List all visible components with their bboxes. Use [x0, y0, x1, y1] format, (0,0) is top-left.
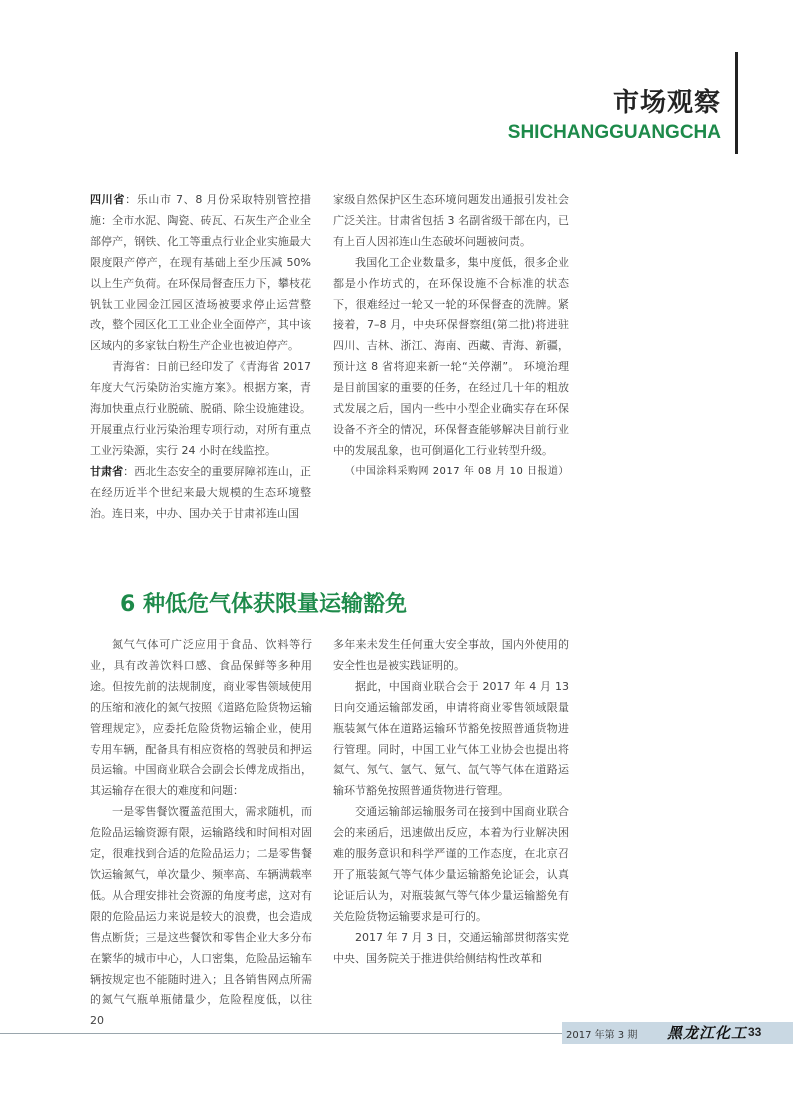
- paragraph: 家级自然保护区生态环境问题发出通报引发社会广泛关注。甘肃省包括 3 名副省级干部在内，已有上百人因祁连山生态破坏问题被问责。: [333, 193, 569, 248]
- paragraph-text: 青海省：日前已经印发了《青海省 2017 年度大气污染防治实施方案》。根据方案，青海加快重点行业脱硫、脱硝、除尘设施建设。开展重点行业污染治理专项行动，对所有重点工业污染源，实行 24 小时在线监控。: [90, 360, 311, 457]
- article-title: 6 种低危气体获限量运输豁免: [120, 592, 407, 617]
- paragraph: 我国化工企业数量多，集中度低，很多企业都是小作坊式的，在环保设施不合标准的状态下，很难经过一轮又一轮的环保督查的洗牌。紧接着，7–8 月，中央环保督察组(第二批)将进驻四川、吉林、浙江、海南、西藏、青海、新疆，预计这 8 省将迎来新一轮“关停潮”。 环境治理是目前国家的重要的任务，在经过几十年的粗放式发展之后，国内一些中小型企业确实存在环保设备不齐全的情况，环保督查能够解决目前行业中的发展乱象，也可倒逼化工行业转型升级。: [333, 255, 569, 457]
- paragraph: 一是零售餐饮覆盖范围大，需求随机，而危险品运输资源有限，运输路线和时间相对固定，很难找到合适的危险品运力；二是零售餐饮运输氮气，单次量少、频率高、车辆满载率低。从合理安排社会资源的角度考虑，这对有限的危险品运力来说是较大的浪费，也会造成售点断货；三是这些餐饮和零售企业大多分布在繁华的城市中心，人口密集，危险品运输车辆按规定也不能随时进入；且各销售网点所需的氮气气瓶单瓶储量少，危险程度低，以往 20: [90, 805, 312, 1028]
- magazine-logo: 黑龙江化工: [667, 1024, 748, 1042]
- paragraph: [90, 357, 311, 462]
- header-vertical-rule: [735, 52, 738, 154]
- paragraph: 2017 年 7 月 3 日，交通运输部贯彻落实党中央、国务院关于推进供给侧结构性改革和: [333, 930, 569, 965]
- province-label: 甘肃省: [90, 464, 124, 478]
- article2-column-left: [90, 635, 312, 1032]
- article2-column-right: [333, 635, 569, 970]
- province-label: 四川省: [90, 193, 126, 206]
- article1-column-left: [90, 190, 311, 525]
- paragraph: [90, 190, 311, 357]
- page-number: 33: [748, 1025, 762, 1039]
- paragraph: [90, 462, 311, 525]
- paragraph: 据此，中国商业联合会于 2017 年 4 月 13 日向交通运输部发函，申请将商业零售领域限量瓶装氮气体在道路运输环节豁免按照普通货物进行管理。同时，中国工业气体工业协会也提出将氦气、氖气、氩气、氪气、氙气等气体在道路运输环节豁免按照普通货物进行管理。: [333, 679, 569, 798]
- paragraph-text: ：西北生态安全的重要屏障祁连山，正在经历近半个世纪来最大规模的生态环境整治。连日来，中办、国办关于甘肃祁连山国: [90, 464, 312, 520]
- paragraph: 氮气气体可广泛应用于食品、饮料等行业，具有改善饮料口感、食品保鲜等多种用途。但按先前的法规制度，商业零售领域使用的压缩和液化的氮气按照《道路危险货物运输管理规定》，应委托危险货物运输企业，使用专用车辆，配备具有相应资格的驾驶员和押运员运输。中国商业联合会副会长傅龙成指出，其运输存在很大的难度和问题：: [90, 638, 312, 798]
- section-subtitle: SHICHANGGUANGCHA: [507, 122, 721, 143]
- section-title: 市场观察: [612, 88, 721, 118]
- issue-label: 2017 年第 3 期: [566, 1030, 638, 1041]
- article1-column-right: [333, 190, 569, 483]
- paragraph: 交通运输部运输服务司在接到中国商业联合会的来函后，迅速做出反应，本着为行业解决困难的服务意识和科学严谨的工作态度，在北京召开了瓶装氮气等气体少量运输豁免论证会，认真论证后认为，对瓶装氮气等气体少量运输豁免有关危险货物运输要求是可行的。: [333, 805, 569, 923]
- paragraph: 多年来未发生任何重大安全事故，国内外使用的安全性也是被实践证明的。: [333, 638, 569, 672]
- paragraph-text: ：乐山市 7、8 月份采取特别管控措施：全市水泥、陶瓷、砖瓦、石灰生产企业全部停产，钢铁、化工等重点行业企业实施最大限度限产停产，在现有基础上至少压减 50%以上生产负荷。在环保局督查压力下，攀枝花钒钛工业园金江园区渣场被要求停止运营整改，整个园区化工工业企业全面停产，其中该区域内的多家钛白粉生产企业也被迫停产。: [90, 193, 311, 353]
- source-citation: （中国涂料采购网 2017 年 08 月 10 日报道）: [345, 465, 569, 477]
